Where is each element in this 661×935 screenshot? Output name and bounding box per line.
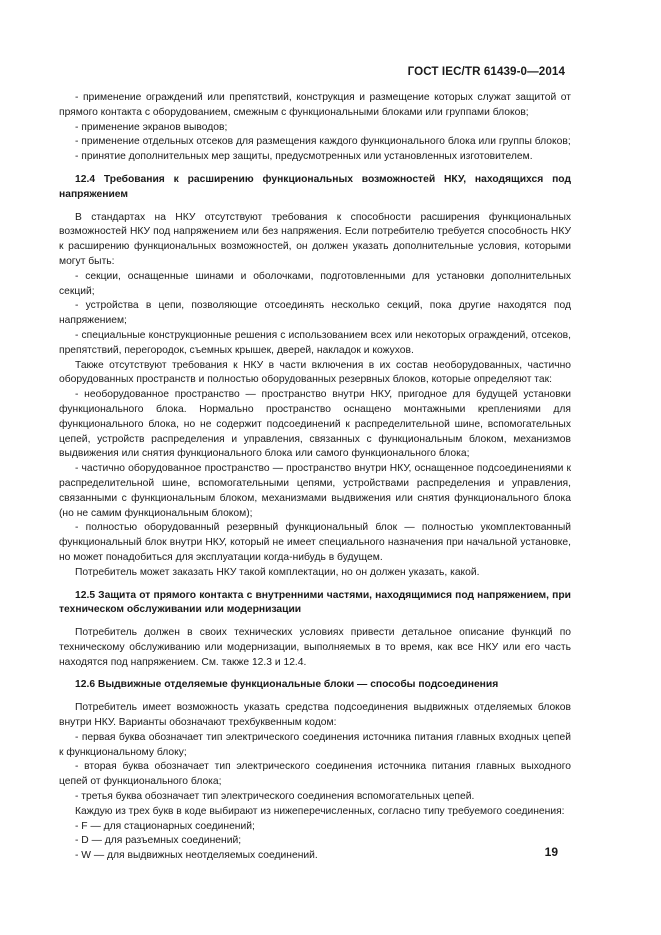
list-item: - частично оборудованное пространство — пространство внутри НКУ, оснащенное подсоединениями к распределительной шине, вспомогательными цепями, устройствами распределения и управления, связанными с функциональным блоком, механизмами выдвижения или снятия функционального блока (но не самим функциональным блоком); <box>59 463 571 519</box>
section-heading-12-5: 12.5 Защита от прямого контакта с внутренними частями, находящимися под напряжением, при техническом обслуживании или модернизации <box>59 589 571 616</box>
list-item: - применение экранов выводов; <box>75 121 228 133</box>
paragraph: В стандартах на НКУ отсутствуют требования к способности расширения функциональных возможностей НКУ под напряжением или без напряжения. Если потребителю требуется способность НКУ к расширению функциональных возможностей, он должен указать дополнительные условия, которыми могут быть: <box>59 211 571 267</box>
paragraph: Каждую из трех букв в коде выбирают из нижеперечисленных, согласно типу требуемого соединения: <box>75 805 565 817</box>
list-item: - принятие дополнительных мер защиты, предусмотренных или установленных изготовителем. <box>75 151 533 163</box>
list-item: - третья буква обозначает тип электрического соединения вспомогательных цепей. <box>75 791 475 803</box>
page-number: 19 <box>544 845 558 859</box>
list-item: - F — для стационарных соединений; <box>75 820 255 832</box>
document-body <box>59 91 571 864</box>
list-item: - устройства в цепи, позволяющие отсоединять несколько секций, пока другие находятся под напряжением; <box>59 300 571 327</box>
list-item: - полностью оборудованный резервный функциональный блок — полностью укомплектованный функциональный блок внутри НКУ, который не имеет специального назначения при начальной установке, но может понадобиться для эксплуатации когда-нибудь в будущем. <box>59 522 571 563</box>
list-item: - необорудованное пространство — пространство внутри НКУ, пригодное для будущей установки функционального блока. Нормально пространство оснащено монтажными креплениями для функционального блока, но не содержит подсоединений к распределительной шине, вспомогательных цепей, устройств распределения и управления, связанных с функциональным блоком, механизмов выдвижения или снятия функционального блока или самого функционального блока; <box>59 389 571 460</box>
list-item: - специальные конструкционные решения с использованием всех или некоторых ограждений, отсеков, препятствий, перегородок, съемных крышек, дверей, накладок и кожухов. <box>59 329 571 356</box>
list-item: - D — для разъемных соединений; <box>75 835 242 847</box>
list-item: - применение ограждений или препятствий, конструкция и размещение которых служат защитой от прямого контакта с оборудованием, смежным с функциональными блоками или группами блоков; <box>59 92 571 118</box>
section-heading-12-6: 12.6 Выдвижные отделяемые функциональные блоки — способы подсоединения <box>75 679 499 691</box>
paragraph: Потребитель может заказать НКУ такой комплектации, но он должен указать, какой. <box>75 566 480 578</box>
document-header: ГОСТ IEC/TR 61439-0—2014 <box>407 65 565 78</box>
section-heading-12-4: 12.4 Требования к расширению функциональных возможностей НКУ, находящихся под напряжением <box>59 173 571 200</box>
list-item: - вторая буква обозначает тип электрического соединения источника питания главных выходного цепей от функционального блока; <box>59 761 571 788</box>
list-item: - W — для выдвижных неотделяемых соединений. <box>75 850 318 862</box>
paragraph: Потребитель должен в своих технических условиях привести детальное описание функций по техническому обслуживанию или модернизации, выполняемых в то время, как все НКУ или его часть находятся под напряжением. См. также 12.3 и 12.4. <box>59 627 571 668</box>
paragraph: Также отсутствуют требования к НКУ в части включения в их состав необорудованных, частично оборудованных пространств и полностью оборудованных резервных блоков, которые определяют так: <box>59 359 571 386</box>
list-item: - секции, оснащенные шинами и оболочками, подготовленными для установки дополнительных секций; <box>59 270 571 297</box>
list-item: - первая буква обозначает тип электрического соединения источника питания главных входных цепей к функциональному блоку; <box>59 731 571 758</box>
paragraph: Потребитель имеет возможность указать средства подсоединения выдвижных отделяемых блоков внутри НКУ. Варианты обозначают трехбуквенным кодом: <box>59 702 571 729</box>
list-item: - применение отдельных отсеков для размещения каждого функционального блока или группы блоков; <box>75 136 571 148</box>
